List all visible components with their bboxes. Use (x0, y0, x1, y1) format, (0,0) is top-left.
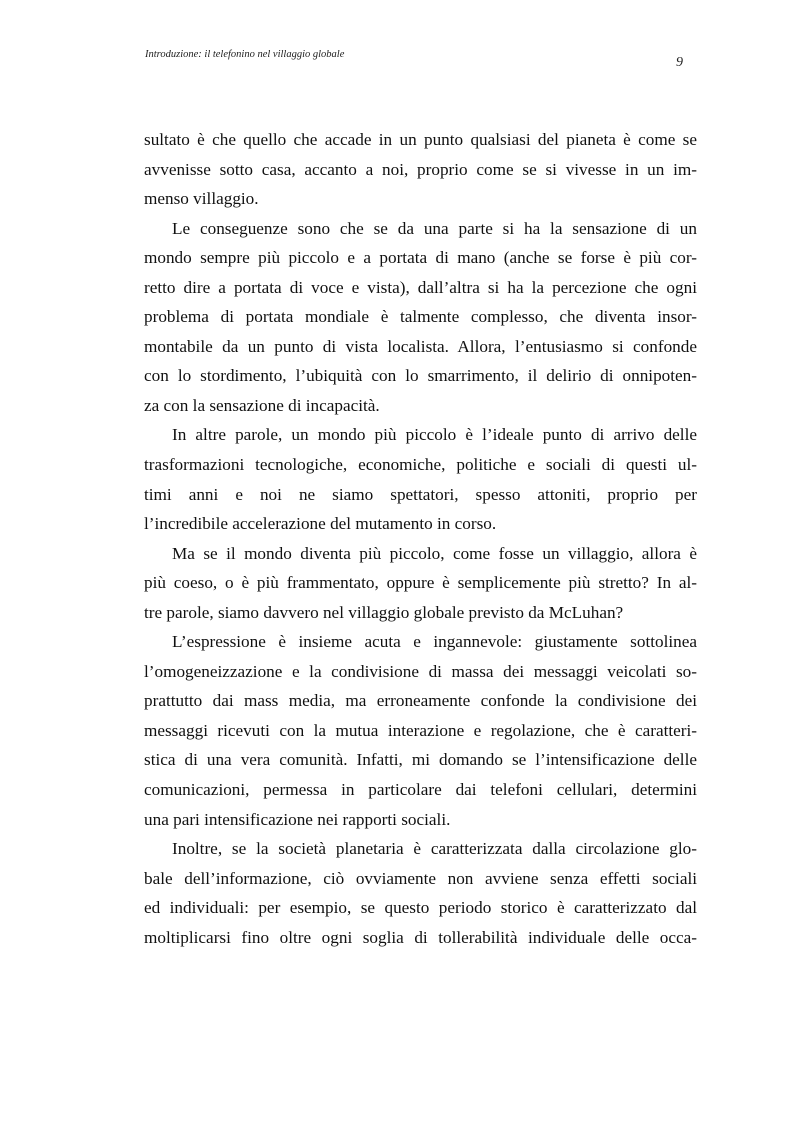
text-line: ed individuali: per esempio, se questo periodo storico è caratterizzato dal (144, 898, 697, 918)
text-line: timi anni e noi ne siamo spettatori, spesso attoniti, proprio per (144, 484, 697, 504)
text-line: più coeso, o è più frammentato, oppure è semplicemente più stretto? In al- (144, 573, 697, 593)
text-line: l’incredibile accelerazione del mutamento in corso. (144, 514, 497, 534)
text-line: retto dire a portata di voce e vista), dall’altra si ha la percezione che ogni (144, 277, 697, 297)
text-line: tre parole, siamo davvero nel villaggio globale previsto da McLuhan? (144, 602, 624, 622)
text-line: In altre parole, un mondo più piccolo è l’ideale punto di arrivo delle (172, 425, 697, 445)
text-line: Inoltre, se la società planetaria è caratterizzata dalla circolazione glo- (172, 839, 697, 859)
text-line: L’espressione è insieme acuta e ingannevole: giustamente sottolinea (172, 632, 697, 652)
text-line: Le conseguenze sono che se da una parte si ha la sensazione di un (172, 218, 697, 238)
text-line: l’omogeneizzazione e la condivisione di massa dei messaggi veicolati so- (144, 661, 697, 681)
text-line: montabile da un punto di vista localista. Allora, l’entusiasmo si confonde (144, 336, 697, 356)
text-line: una pari intensificazione nei rapporti sociali. (144, 809, 451, 829)
text-line: za con la sensazione di incapacità. (144, 395, 380, 415)
text-line: bale dell’informazione, ciò ovviamente non avviene senza effetti sociali (144, 868, 697, 888)
text-line: stica di una vera comunità. Infatti, mi domando se l’intensificazione delle (144, 750, 697, 770)
text-line: Ma se il mondo diventa più piccolo, come fosse un villaggio, allora è (172, 543, 697, 563)
text-line: problema di portata mondiale è talmente complesso, che diventa insor- (144, 307, 697, 327)
text-line: menso villaggio. (144, 189, 259, 209)
text-line: avvenisse sotto casa, accanto a noi, proprio come se si vivesse in un im- (144, 159, 697, 179)
text-line: messaggi ricevuti con la mutua interazione e regolazione, che è caratteri- (144, 720, 697, 740)
text-line: trasformazioni tecnologiche, economiche, politiche e sociali di questi ul- (144, 455, 697, 475)
running-title: Introduzione: il telefonino nel villaggio globale (145, 49, 345, 60)
text-line: sultato è che quello che accade in un punto qualsiasi del pianeta è come se (144, 130, 697, 149)
page-number: 9 (676, 55, 683, 70)
text-line: prattutto dai mass media, ma erroneamente confonde la condivisione dei (144, 691, 697, 711)
text-line: con lo stordimento, l’ubiquità con lo smarrimento, il delirio di onnipoten- (144, 366, 697, 386)
text-line: mondo sempre più piccolo e a portata di mano (anche se forse è più cor- (144, 248, 697, 268)
text-line: moltiplicarsi fino oltre ogni soglia di tollerabilità individuale delle occa- (144, 927, 697, 947)
text-line: comunicazioni, permessa in particolare dai telefoni cellulari, determini (144, 780, 697, 800)
body-text (144, 125, 697, 952)
